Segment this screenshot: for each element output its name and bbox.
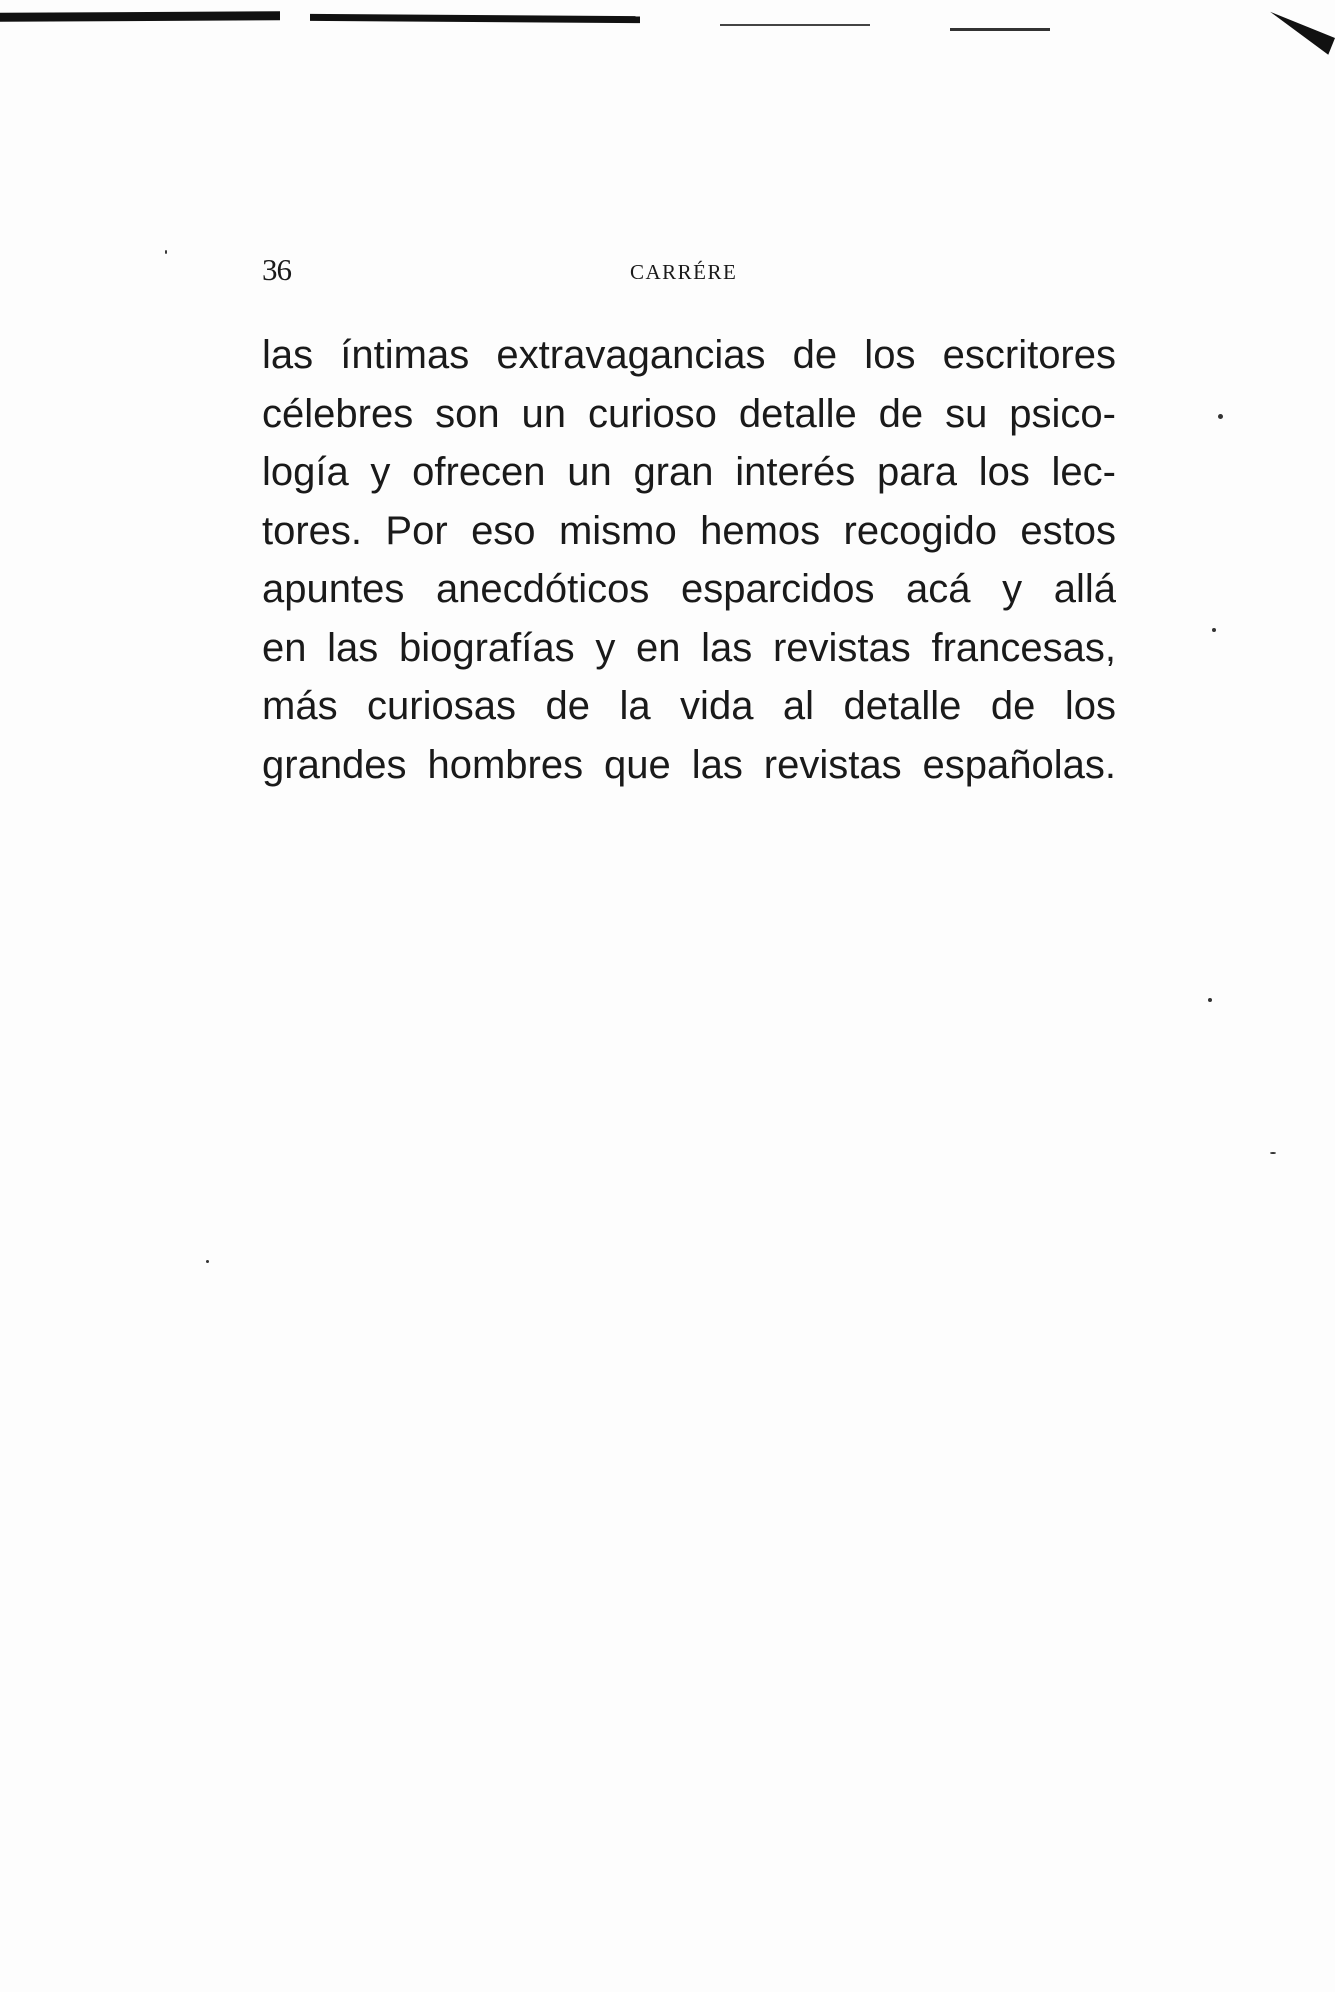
page-number: 36 bbox=[262, 252, 291, 287]
scan-edge-artifact bbox=[720, 24, 870, 26]
text-line: en las biografías y en las revistas francesas, bbox=[262, 625, 1116, 670]
ink-speck bbox=[206, 1260, 209, 1263]
text-line: tores. Por eso mismo hemos recogido estos bbox=[262, 508, 1116, 553]
scan-corner-artifact bbox=[1263, 12, 1335, 55]
running-title: CARRÉRE bbox=[630, 260, 738, 284]
text-line: célebres son un curioso detalle de su psico- bbox=[262, 391, 1116, 436]
ink-speck bbox=[1270, 1152, 1276, 1154]
text-line: apuntes anecdóticos esparcidos acá y allá bbox=[262, 567, 1116, 611]
text-line: las íntimas extravagancias de los escritores bbox=[262, 333, 1116, 377]
running-head bbox=[262, 252, 1122, 292]
scan-edge-artifact bbox=[310, 14, 640, 23]
ink-speck bbox=[1212, 628, 1216, 632]
ink-speck bbox=[165, 250, 167, 254]
scan-edge-artifact bbox=[950, 28, 1050, 31]
text-line: logía y ofrecen un gran interés para los lec- bbox=[262, 450, 1116, 494]
ink-speck bbox=[1218, 414, 1223, 419]
text-line: grandes hombres que las revistas españolas. bbox=[262, 742, 1116, 787]
body-paragraph bbox=[262, 326, 1116, 794]
scan-edge-artifact bbox=[0, 11, 280, 21]
ink-speck bbox=[1208, 998, 1212, 1002]
text-line: más curiosas de la vida al detalle de los bbox=[262, 684, 1116, 728]
